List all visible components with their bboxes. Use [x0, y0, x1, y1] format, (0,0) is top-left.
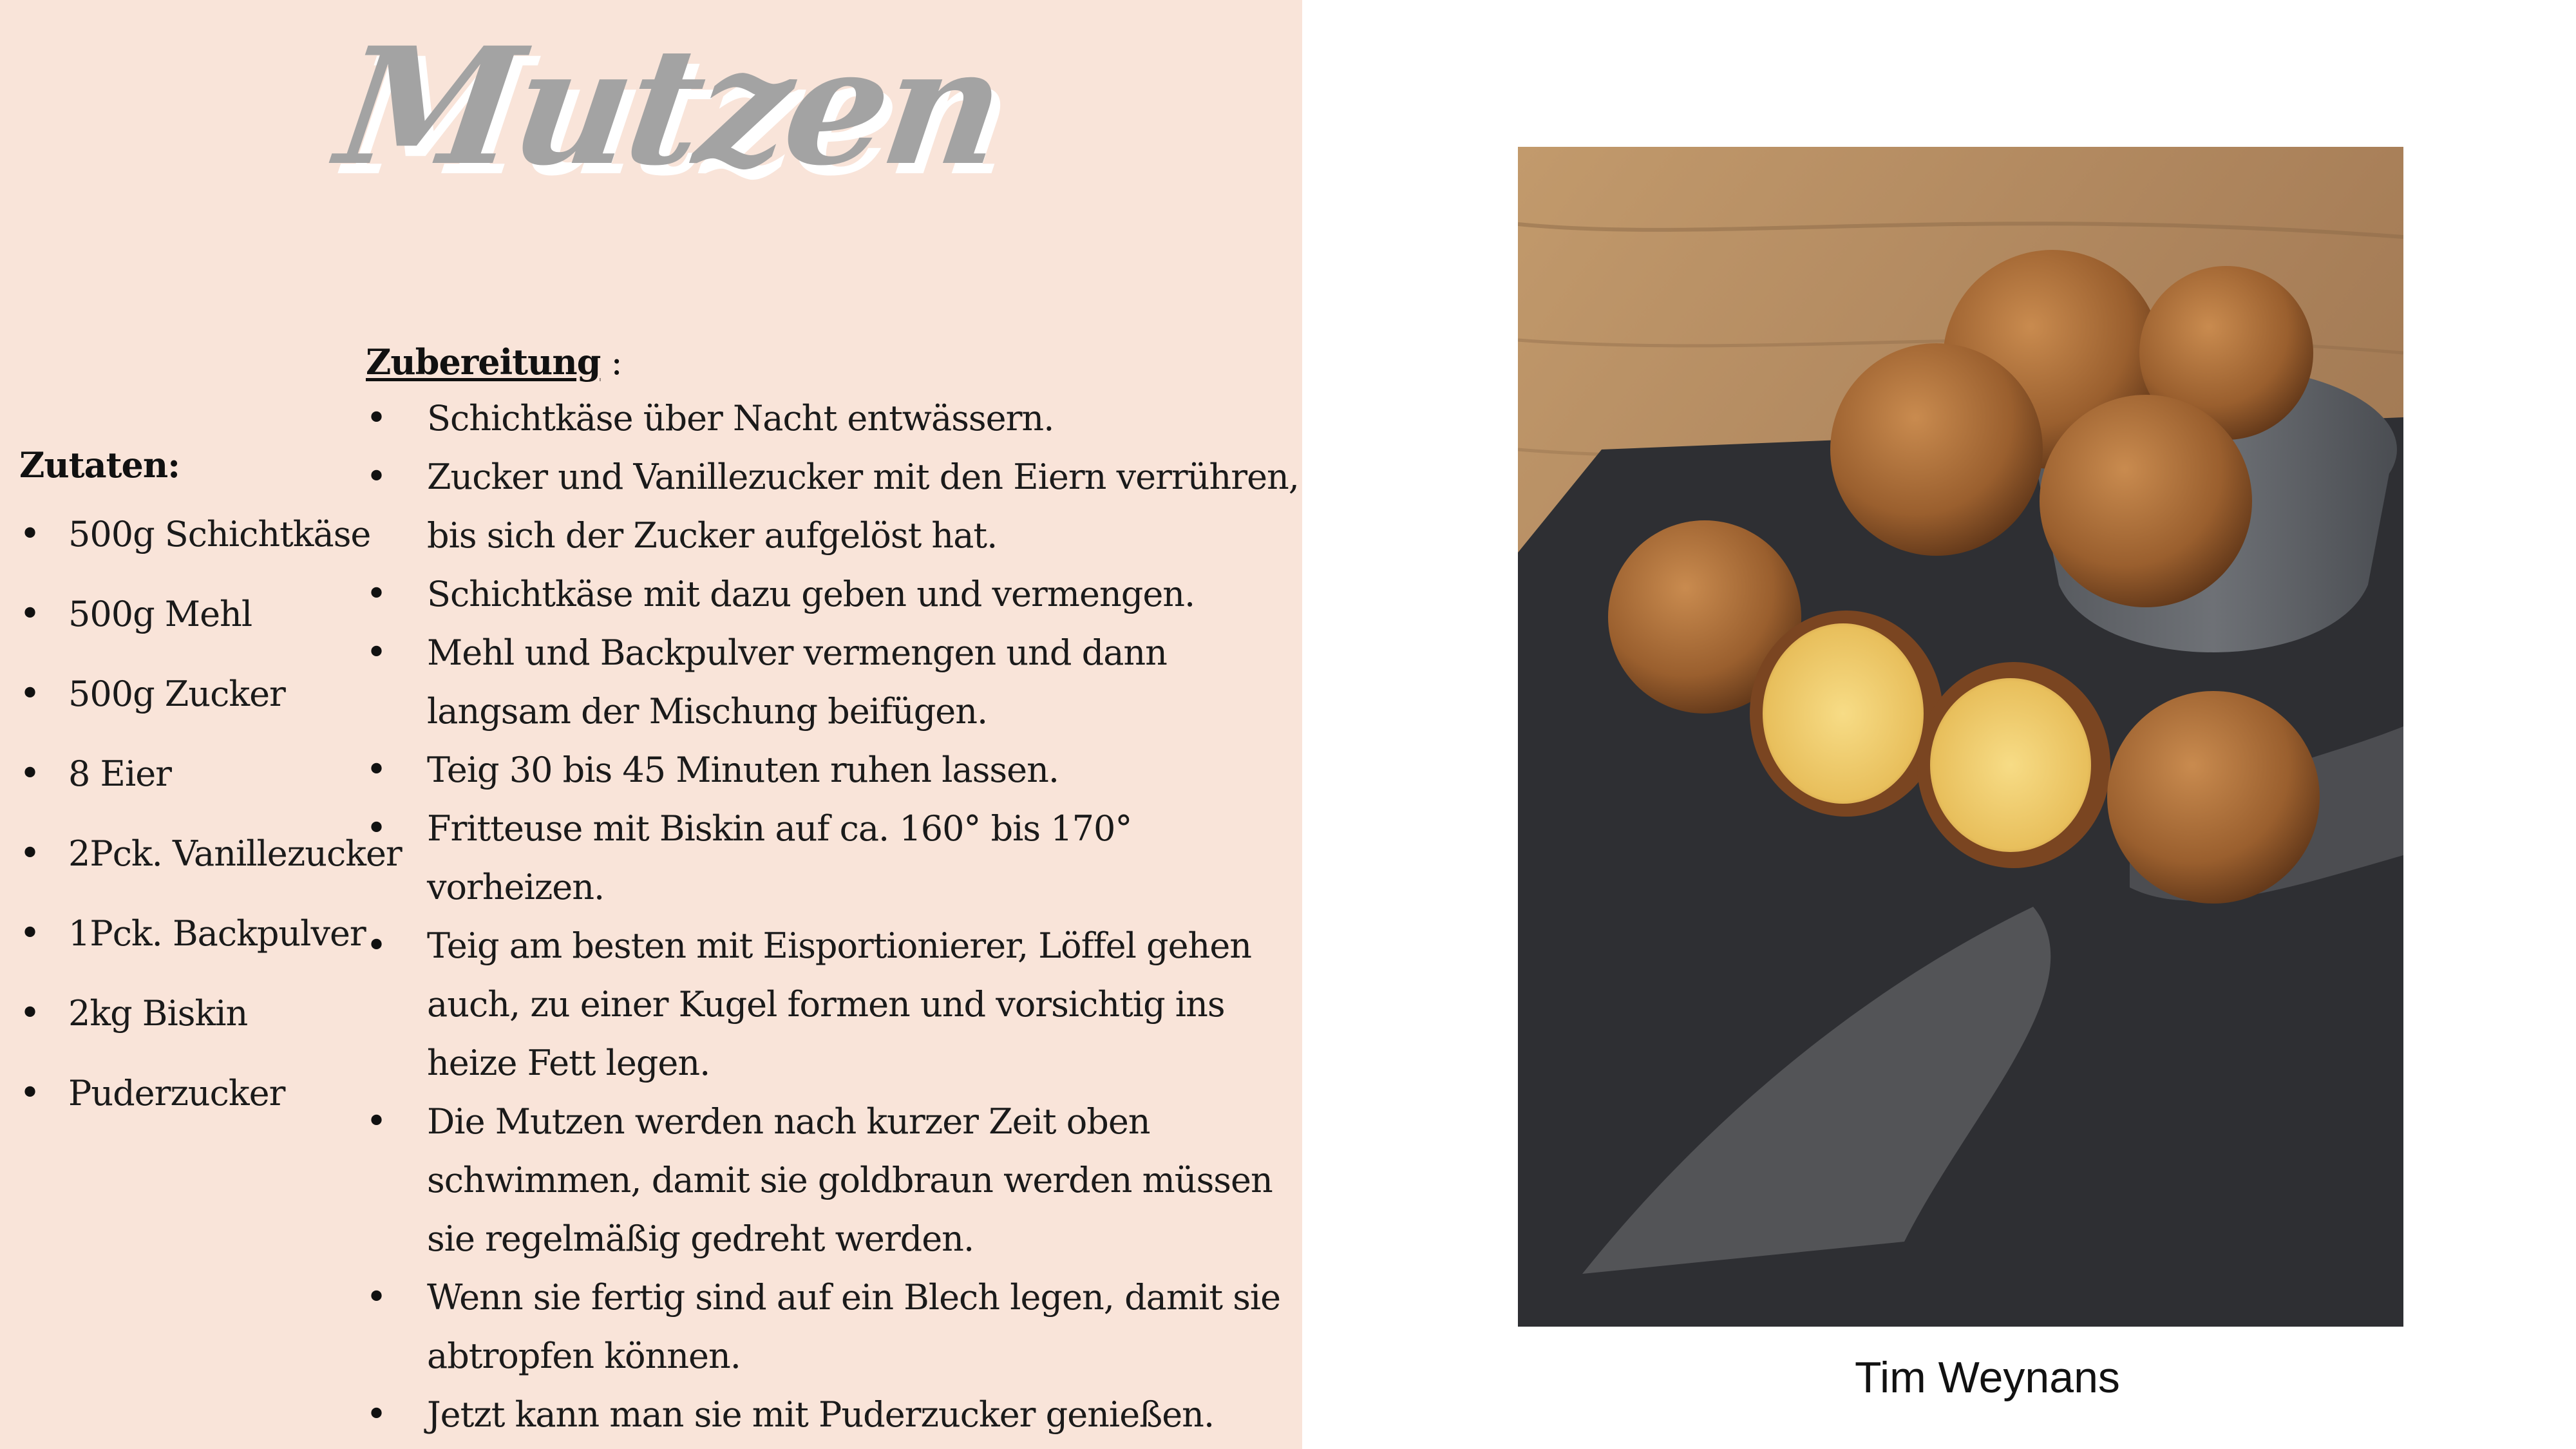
preparation-step: • Jetzt kann man sie mit Puderzucker genießen. — [366, 1385, 1300, 1444]
ingredient-item: • Puderzucker — [19, 1068, 380, 1148]
preparation-step: • Fritteuse mit Biskin auf ca. 160° bis 170° vorheizen. — [366, 799, 1300, 916]
ingredient-item: • 500g Mehl — [19, 589, 380, 668]
preparation-section — [366, 341, 1300, 1444]
preparation-steps — [366, 389, 1300, 1444]
preparation-step: • Schichtkäse über Nacht entwässern. — [366, 389, 1300, 448]
recipe-title: Mutzen — [328, 12, 1012, 201]
preparation-heading: Zubereitung — [366, 341, 601, 383]
recipe-title-block — [328, 12, 1012, 283]
preparation-step: • Teig 30 bis 45 Minuten ruhen lassen. — [366, 741, 1300, 799]
ingredient-item: • 500g Schichtkäse — [19, 509, 380, 589]
preparation-step: • Schichtkäse mit dazu geben und vermengen. — [366, 565, 1300, 623]
mutzen-photo — [1518, 147, 2403, 1327]
preparation-step: • Mehl und Backpulver vermengen und dann langsam der Mischung beifügen. — [366, 623, 1300, 741]
preparation-step: • Die Mutzen werden nach kurzer Zeit oben schwimmen, damit sie goldbraun werden müssen sie regelmäßig gedreht werden. — [366, 1092, 1300, 1268]
preparation-step: • Wenn sie fertig sind auf ein Blech legen, damit sie abtropfen können. — [366, 1268, 1300, 1385]
photo-caption: Tim Weynans — [1855, 1353, 2120, 1402]
ingredients-heading: Zutaten: — [19, 444, 180, 486]
preparation-step: • Teig am besten mit Eisportionierer, Löffel gehen auch, zu einer Kugel formen und vorsichtig ins heize Fett legen. — [366, 916, 1300, 1092]
ingredient-item: • 2Pck. Vanillezucker — [19, 828, 380, 908]
preparation-step: • Zucker und Vanillezucker mit den Eiern verrühren, bis sich der Zucker aufgelöst hat. — [366, 448, 1300, 565]
mutzen-photo-illustration — [1518, 147, 2403, 1327]
preparation-heading-line — [366, 341, 1300, 383]
preparation-heading-suffix: : — [600, 342, 622, 383]
ingredient-item: • 1Pck. Backpulver — [19, 908, 380, 988]
ingredient-item: • 8 Eier — [19, 748, 380, 828]
ingredients-list — [19, 509, 402, 1148]
ingredients-section — [19, 444, 402, 1148]
ingredient-item: • 2kg Biskin — [19, 988, 380, 1068]
ingredient-item: • 500g Zucker — [19, 668, 380, 748]
